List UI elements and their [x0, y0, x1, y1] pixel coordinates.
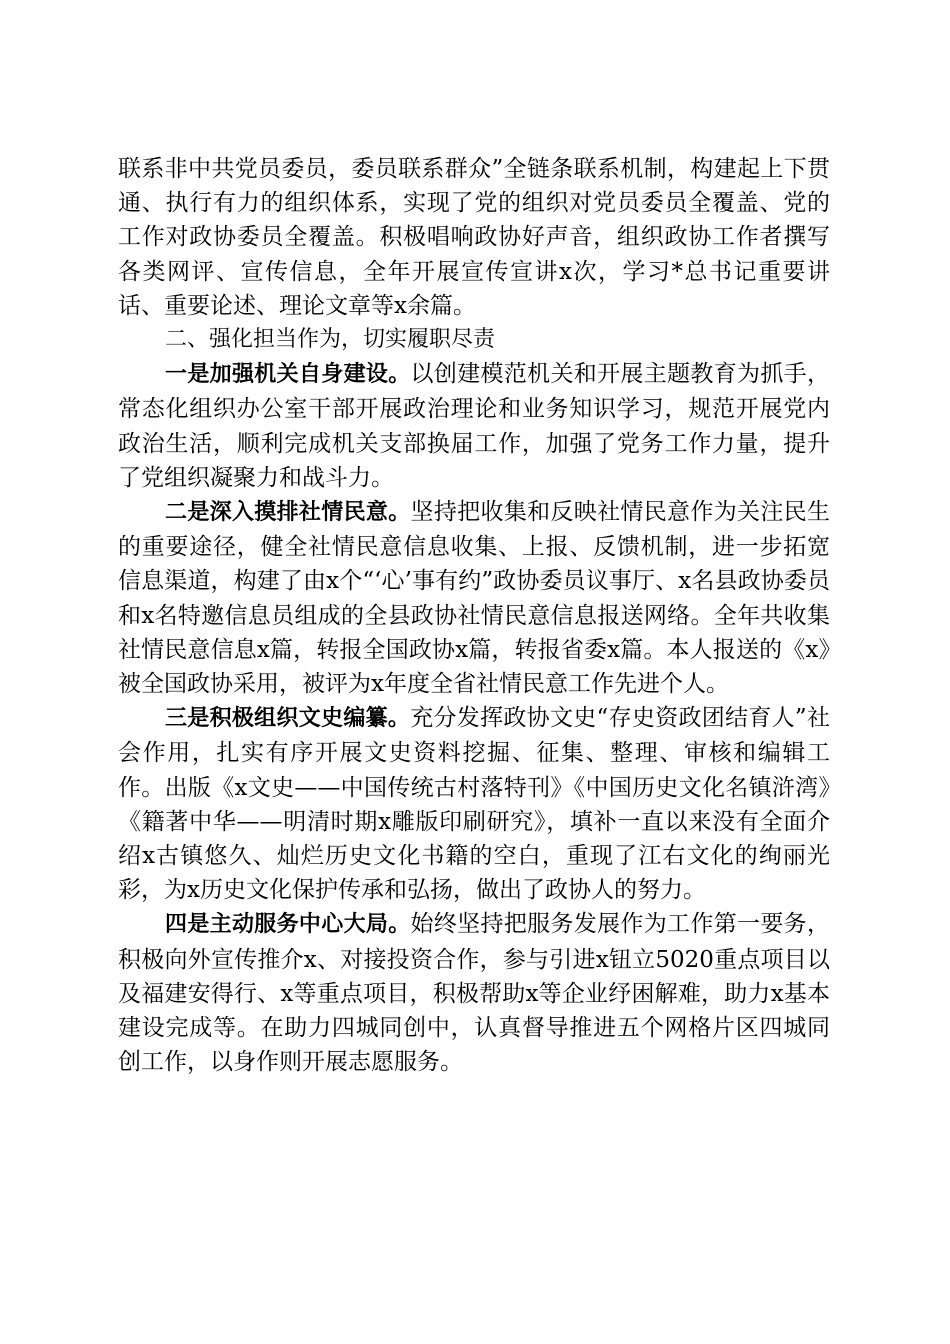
item-body-4: 始终坚持把服务发展作为工作第一要务，积极向外宣传推介x、对接投资合作，参与引进x钮立5020重点项目以及福建安得行、x等重点项目，积极帮助x等企业纾困解难，助力x基本建设完成等。在助力四城同创中，认真督导推进五个网格片区四城同创工作，以身作则开展志愿服务。	[118, 911, 830, 1076]
item-paragraph-1	[118, 357, 830, 495]
item-lead-2: 二是深入摸排社情民意。	[165, 500, 411, 526]
item-paragraph-3	[118, 701, 830, 907]
item-lead-3: 三是积极组织文史编纂。	[165, 706, 411, 732]
item-body-2: 坚持把收集和反映社情民意作为关注民生的重要途径，健全社情民意信息收集、上报、反馈机制，进一步拓宽信息渠道，构建了由x个“‘心’事有约”政协委员议事厅、x名县政协委员和x名特邀信息员组成的全县政协社情民意信息报送网络。全年共收集社情民意信息x篇，转报全国政协x篇，转报省委x篇。本人报送的《x》被全国政协采用，被评为x年度全省社情民意工作先进个人。	[118, 499, 830, 698]
item-paragraph-2	[118, 495, 830, 701]
section-heading: 二、强化担当作为，切实履职尽责	[165, 327, 496, 353]
item-lead-4: 四是主动服务中心大局。	[165, 912, 411, 938]
item-body-3: 充分发挥政协文史“存史资政团结育人”社会作用，扎实有序开展文史资料挖掘、征集、整理、审核和编辑工作。出版《x文史——中国传统古村落特刊》《中国历史文化名镇浒湾》《籍著中华——明清时期x雕版印刷研究》，填补一直以来没有全面介绍x古镇悠久、灿烂历史文化书籍的空白，重现了江右文化的绚丽光彩，为x历史文化保护传承和弘扬，做出了政协人的努力。	[118, 705, 830, 904]
item-body-1: 以创建模范机关和开展主题教育为抓手，常态化组织办公室干部开展政治理论和业务知识学习，规范开展党内政治生活，顺利完成机关支部换届工作，加强了党务工作力量，提升了党组织凝聚力和战斗力。	[118, 361, 830, 491]
intro-paragraph: 联系非中共党员委员，委员联系群众”全链条联系机制，构建起上下贯通、执行有力的组织体系，实现了党的组织对党员委员全覆盖、党的工作对政协委员全覆盖。积极唱响政协好声音，组织政协工作者撰写各类网评、宣传信息，全年开展宣传宣讲x次，学习*总书记重要讲话、重要论述、理论文章等x余篇。	[118, 156, 830, 319]
item-paragraph-4	[118, 907, 830, 1079]
document-body	[118, 152, 830, 1079]
item-lead-1: 一是加强机关自身建设。	[165, 362, 411, 388]
